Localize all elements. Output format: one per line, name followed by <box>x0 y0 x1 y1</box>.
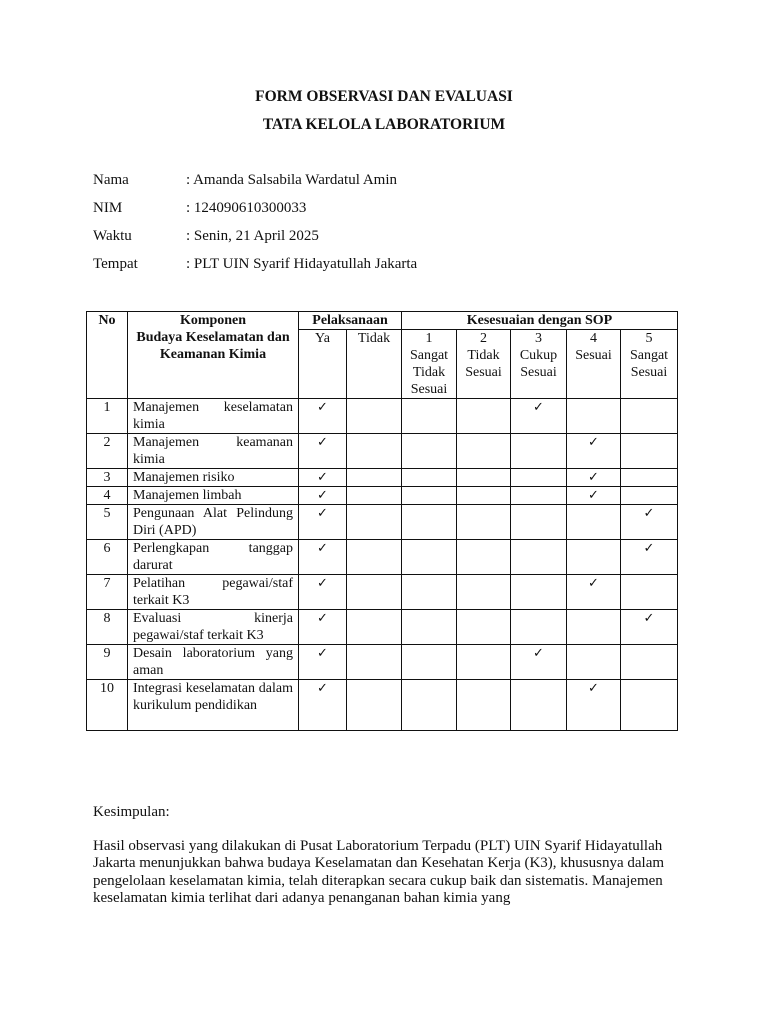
header-no: No <box>87 312 128 399</box>
row-komponen: Pelatihan pegawai/staf terkait K3 <box>128 575 299 610</box>
sop-3-cell <box>511 680 567 731</box>
pelaksanaan-tidak-cell <box>347 680 402 731</box>
sop-3-cell <box>511 505 567 540</box>
row-number: 5 <box>87 505 128 540</box>
info-label: Waktu <box>93 228 132 244</box>
row-number: 10 <box>87 680 128 731</box>
sop-3-cell <box>511 434 567 469</box>
pelaksanaan-tidak-cell <box>347 540 402 575</box>
sop-1-cell <box>402 505 457 540</box>
pelaksanaan-tidak-cell <box>347 434 402 469</box>
sop-4-cell <box>567 610 621 645</box>
row-komponen: Manajemen risiko <box>128 469 299 487</box>
sop-2-cell <box>457 540 511 575</box>
sop-number: 1 <box>425 331 433 346</box>
check-mark-icon: ✓ <box>621 540 678 575</box>
row-number: 8 <box>87 610 128 645</box>
table-row <box>87 540 678 575</box>
pelaksanaan-tidak-cell <box>347 610 402 645</box>
sop-3-cell <box>511 610 567 645</box>
sop-1-cell <box>402 434 457 469</box>
check-mark-icon: ✓ <box>299 505 347 540</box>
sop-5-cell <box>621 469 678 487</box>
check-mark-icon: ✓ <box>621 610 678 645</box>
sop-number: 5 <box>645 331 653 346</box>
table-row <box>87 487 678 505</box>
sop-4-cell <box>567 645 621 680</box>
sop-5-cell <box>621 487 678 505</box>
sop-2-cell <box>457 434 511 469</box>
sop-2-cell <box>457 680 511 731</box>
row-number: 7 <box>87 575 128 610</box>
sop-1-cell <box>402 680 457 731</box>
check-mark-icon: ✓ <box>299 469 347 487</box>
sop-number: 3 <box>535 331 542 346</box>
header-kesesuaian: Kesesuaian dengan SOP <box>402 312 678 330</box>
table-row <box>87 505 678 540</box>
check-mark-icon: ✓ <box>299 540 347 575</box>
header-sop-5 <box>621 330 678 399</box>
sop-3-cell <box>511 487 567 505</box>
pelaksanaan-tidak-cell <box>347 469 402 487</box>
sop-1-cell <box>402 469 457 487</box>
pelaksanaan-tidak-cell <box>347 399 402 434</box>
pelaksanaan-tidak-cell <box>347 505 402 540</box>
sop-2-cell <box>457 645 511 680</box>
header-komponen-line1: Komponen <box>179 313 247 328</box>
sop-label: Sesuai <box>575 348 612 363</box>
row-komponen: Manajemen keselamatan kimia <box>128 399 299 434</box>
table-row <box>87 434 678 469</box>
sop-2-cell <box>457 505 511 540</box>
observation-table <box>86 311 678 731</box>
sop-4-cell <box>567 399 621 434</box>
table-row <box>87 610 678 645</box>
sop-2-cell <box>457 610 511 645</box>
check-mark-icon: ✓ <box>567 575 621 610</box>
sop-2-cell <box>457 487 511 505</box>
row-komponen: Integrasi keselamatan dalam kurikulum pendidikan <box>128 680 299 731</box>
check-mark-icon: ✓ <box>299 645 347 680</box>
row-komponen: Pengunaan Alat Pelindung Diri (APD) <box>128 505 299 540</box>
form-title: FORM OBSERVASI DAN EVALUASI <box>255 88 513 105</box>
sop-5-cell <box>621 575 678 610</box>
info-label: NIM <box>93 200 123 216</box>
header-sop-2 <box>457 330 511 399</box>
sop-number: 2 <box>480 331 487 346</box>
check-mark-icon: ✓ <box>511 399 567 434</box>
header-tidak: Tidak <box>347 330 402 399</box>
sop-5-cell <box>621 645 678 680</box>
row-number: 9 <box>87 645 128 680</box>
header-komponen <box>128 312 299 399</box>
sop-5-cell <box>621 434 678 469</box>
check-mark-icon: ✓ <box>567 487 621 505</box>
info-label: Tempat <box>93 256 138 272</box>
sop-label: Sangat Tidak Sesuai <box>409 348 449 397</box>
sop-label: Cukup Sesuai <box>519 348 558 380</box>
check-mark-icon: ✓ <box>567 434 621 469</box>
row-number: 3 <box>87 469 128 487</box>
sop-5-cell <box>621 399 678 434</box>
sop-number: 4 <box>590 331 597 346</box>
sop-4-cell <box>567 540 621 575</box>
row-komponen: Manajemen keamanan kimia <box>128 434 299 469</box>
sop-1-cell <box>402 610 457 645</box>
row-number: 1 <box>87 399 128 434</box>
sop-4-cell <box>567 505 621 540</box>
check-mark-icon: ✓ <box>511 645 567 680</box>
check-mark-icon: ✓ <box>567 469 621 487</box>
table-row <box>87 680 678 731</box>
check-mark-icon: ✓ <box>621 505 678 540</box>
table-body <box>87 399 678 731</box>
pelaksanaan-tidak-cell <box>347 575 402 610</box>
row-number: 4 <box>87 487 128 505</box>
sop-3-cell <box>511 575 567 610</box>
info-label: Nama <box>93 172 129 188</box>
check-mark-icon: ✓ <box>299 680 347 731</box>
table-row <box>87 575 678 610</box>
sop-5-cell <box>621 680 678 731</box>
info-value: : PLT UIN Syarif Hidayatullah Jakarta <box>186 256 418 272</box>
form-subtitle: TATA KELOLA LABORATORIUM <box>262 116 506 133</box>
row-komponen: Desain laboratorium yang aman <box>128 645 299 680</box>
check-mark-icon: ✓ <box>299 575 347 610</box>
check-mark-icon: ✓ <box>299 434 347 469</box>
check-mark-icon: ✓ <box>299 610 347 645</box>
sop-3-cell <box>511 540 567 575</box>
row-number: 6 <box>87 540 128 575</box>
pelaksanaan-tidak-cell <box>347 645 402 680</box>
info-value: : Amanda Salsabila Wardatul Amin <box>186 172 397 188</box>
kesimpulan-text: Hasil observasi yang dilakukan di Pusat Laboratorium Terpadu (PLT) UIN Syarif Hidayatullah Jakarta menunjukkan bahwa budaya Keselamatan dan Kesehatan Kerja (K3), khususnya dalam pengelolaan keselamatan kimia, telah diterapkan secara cukup baik dan sistematis. Manajemen keselamatan kimia terlihat dari adanya penanganan bahan kimia yang <box>93 838 665 906</box>
row-komponen: Evaluasi kinerja pegawai/staf terkait K3 <box>128 610 299 645</box>
header-sop-3 <box>511 330 567 399</box>
sop-1-cell <box>402 487 457 505</box>
row-komponen: Manajemen limbah <box>128 487 299 505</box>
header-sop-4 <box>567 330 621 399</box>
sop-2-cell <box>457 469 511 487</box>
check-mark-icon: ✓ <box>299 487 347 505</box>
kesimpulan-label: Kesimpulan: <box>93 804 170 820</box>
sop-1-cell <box>402 575 457 610</box>
header-komponen-line2: Budaya Keselamatan dan Keamanan Kimia <box>136 330 290 362</box>
sop-2-cell <box>457 575 511 610</box>
row-number: 2 <box>87 434 128 469</box>
row-komponen: Perlengkapan tanggap darurat <box>128 540 299 575</box>
check-mark-icon: ✓ <box>299 399 347 434</box>
header-ya: Ya <box>299 330 347 399</box>
header-sop-1 <box>402 330 457 399</box>
pelaksanaan-tidak-cell <box>347 487 402 505</box>
table-row <box>87 469 678 487</box>
table-row <box>87 645 678 680</box>
sop-label: Sangat Sesuai <box>629 348 669 380</box>
sop-1-cell <box>402 399 457 434</box>
sop-label: Tidak Sesuai <box>465 348 502 380</box>
sop-1-cell <box>402 540 457 575</box>
info-value: : 124090610300033 <box>186 200 307 216</box>
check-mark-icon: ✓ <box>567 680 621 731</box>
header-pelaksanaan: Pelaksanaan <box>299 312 402 330</box>
sop-1-cell <box>402 645 457 680</box>
table-row <box>87 399 678 434</box>
info-value: : Senin, 21 April 2025 <box>186 228 319 244</box>
sop-3-cell <box>511 469 567 487</box>
sop-2-cell <box>457 399 511 434</box>
